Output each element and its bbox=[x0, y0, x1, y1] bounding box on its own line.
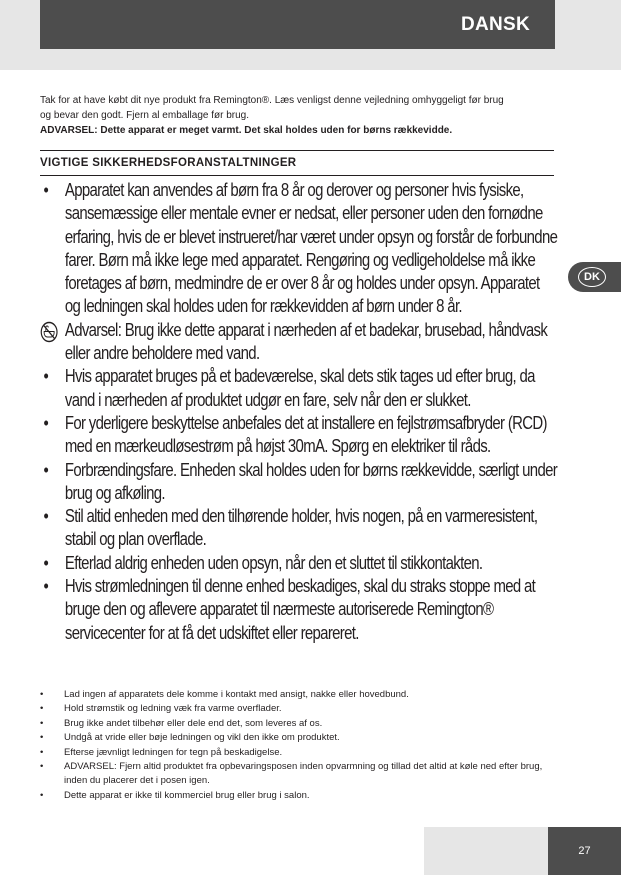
bullet: • bbox=[40, 703, 44, 715]
safety-item bbox=[40, 179, 558, 319]
safety-item bbox=[40, 459, 558, 506]
bullet: • bbox=[43, 576, 49, 597]
intro-warning: ADVARSEL: Dette apparat er meget varmt. Det skal holdes uden for børns rækkevidde. bbox=[40, 125, 453, 136]
bullet: • bbox=[40, 761, 44, 773]
list-item bbox=[40, 746, 560, 760]
safety-item-text: For yderligere beskyttelse anbefales det at installere en fejlstrømsafbryder (RCD) med en mærkeudløsestrøm på højst 30mA. Spørg en elektriker til råds. bbox=[64, 412, 547, 457]
bullet: • bbox=[43, 180, 49, 200]
language-label: DANSK bbox=[460, 13, 530, 35]
bullet: • bbox=[43, 506, 49, 527]
bullet: • bbox=[43, 366, 49, 387]
safety-item-text: Advarsel: Brug ikke dette apparat i nærheden af et badekar, brusebad, håndvask eller andre beholdere med vand. bbox=[64, 319, 548, 364]
intro-text bbox=[40, 93, 560, 138]
list-item bbox=[40, 760, 560, 789]
list-item bbox=[40, 717, 560, 731]
safety-item-warning bbox=[40, 319, 558, 366]
page-number: 27 bbox=[578, 845, 591, 857]
list-item bbox=[40, 731, 560, 745]
additional-safety-list bbox=[40, 688, 560, 803]
intro-line-1: Tak for at have købt dit nye produkt fra Remington®. Læs venligst denne vejledning omhyggeligt før brug bbox=[40, 95, 504, 106]
page-number-box bbox=[548, 827, 621, 875]
safety-item-text: Hvis strømledningen til denne enhed beskadiges, skal du straks stoppe med at bruge den og aflevere apparatet til nærmeste autoriserede Remington® servicecenter for at få det udskiftet eller repareret. bbox=[64, 576, 536, 643]
section-title: VIGTIGE SIKKERHEDSFORANSTALTNINGER bbox=[40, 150, 554, 176]
safety-item bbox=[40, 365, 558, 412]
language-header bbox=[40, 0, 555, 49]
bullet: • bbox=[43, 552, 49, 573]
bullet: • bbox=[40, 689, 44, 700]
list-item-text: Undgå at vride eller bøje ledningen og vikl den ikke om produktet. bbox=[64, 732, 340, 744]
safety-item-text: Apparatet kan anvendes af børn fra 8 år og derover og personer hvis fysiske, sansemæssige eller mentale evner er nedsat, eller personer uden den fornødne erfaring, hvis de er blevet instrueret/har været under opsyn og forstår de forbundne farer. Børn må ikke lege med apparatet. Rengøring og vedligeholdelse må ikke foretages af børn, medmindre de er over 8 år og holdes under opsyn. Apparatet og ledningen skal holdes uden for rækkevidden af børn under 8 år. bbox=[64, 180, 558, 317]
bullet: • bbox=[43, 412, 49, 433]
bullet: • bbox=[40, 717, 44, 729]
safety-item-text: Efterlad aldrig enheden uden opsyn, når den et sluttet til stikkontakten. bbox=[64, 552, 483, 573]
list-item-text: Brug ikke andet tilbehør eller dele end det, som leveres af os. bbox=[64, 717, 323, 729]
bullet: • bbox=[40, 732, 44, 744]
language-side-tab bbox=[568, 262, 621, 292]
bullet: • bbox=[40, 746, 44, 758]
safety-item bbox=[40, 505, 558, 552]
list-item-text: Dette apparat er ikke til kommerciel brug eller brug i salon. bbox=[64, 789, 310, 801]
dk-label: DK bbox=[584, 271, 600, 283]
list-item bbox=[40, 789, 560, 803]
list-item-text: Lad ingen af apparatets dele komme i kontakt med ansigt, nakke eller hovedbund. bbox=[64, 689, 409, 700]
dk-badge bbox=[578, 267, 606, 287]
intro-line-2: og bevar den godt. Fjern al emballage før brug. bbox=[40, 110, 250, 121]
list-item-text: ADVARSEL: Fjern altid produktet fra opbevaringsposen inden opvarmning og tillad det altid at køle ned efter brug, inden du placerer det i posen igen. bbox=[64, 761, 543, 787]
safety-item bbox=[40, 412, 558, 459]
bullet: • bbox=[43, 459, 49, 480]
safety-item-text: Hvis apparatet bruges på et badeværelse, skal dets stik tages ud efter brug, da vand i nærheden af produktet udgør en fare, selv når den er slukket. bbox=[64, 366, 535, 410]
safety-item bbox=[40, 575, 558, 645]
list-item-text: Hold strømstik og ledning væk fra varme overflader. bbox=[64, 703, 282, 715]
safety-list bbox=[40, 179, 558, 645]
no-bathtub-icon bbox=[40, 321, 52, 349]
safety-item bbox=[40, 552, 558, 575]
safety-item-text: Stil altid enheden med den tilhørende holder, hvis nogen, på en varmeresistent, stabil og plan overflade. bbox=[64, 506, 538, 550]
safety-item-text: Forbrændingsfare. Enheden skal holdes uden for børns rækkevidde, særligt under brug og afkøling. bbox=[64, 459, 558, 503]
list-item bbox=[40, 688, 560, 702]
list-item-text: Efterse jævnligt ledningen for tegn på beskadigelse. bbox=[64, 746, 283, 758]
bullet: • bbox=[40, 789, 44, 801]
list-item bbox=[40, 702, 560, 716]
